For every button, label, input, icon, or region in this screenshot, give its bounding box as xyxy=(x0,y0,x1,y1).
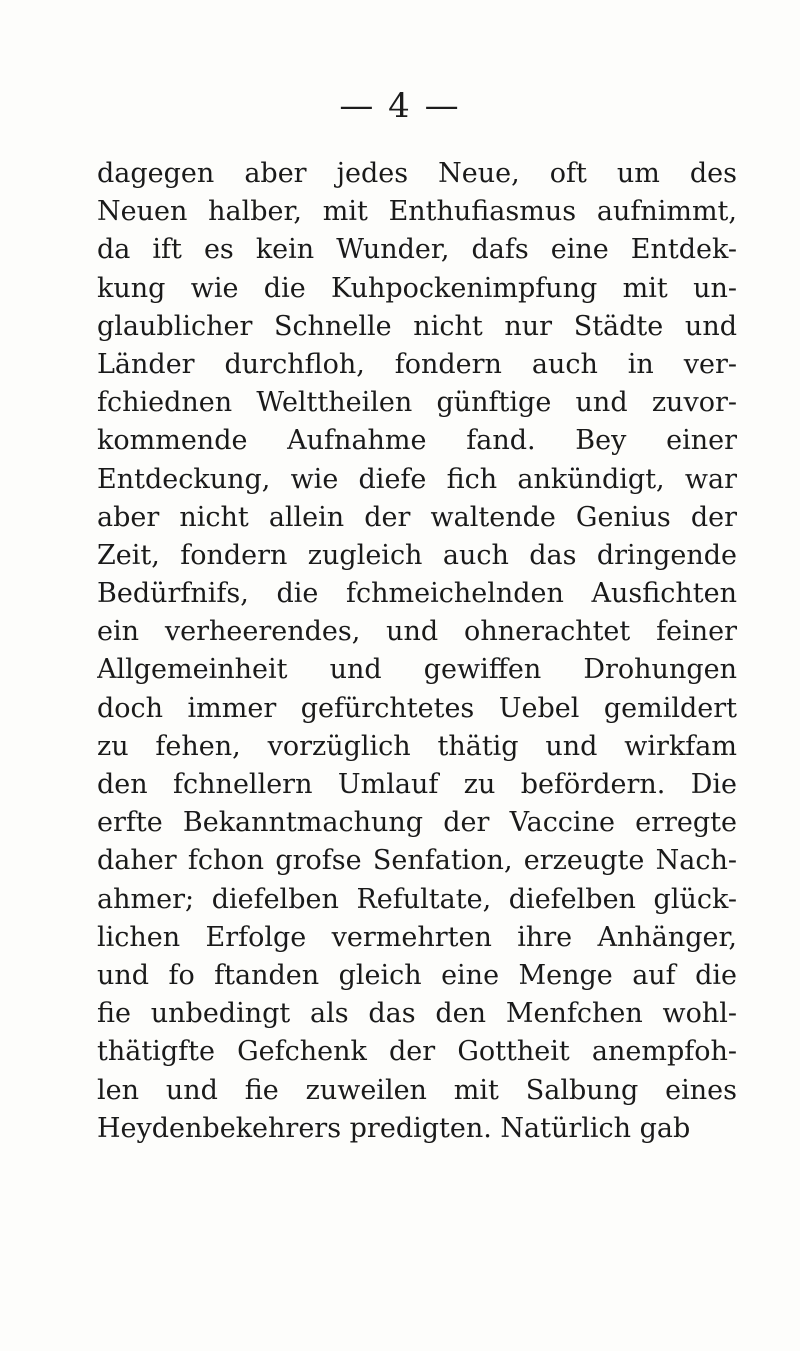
text-line: Länder durchfloh, fondern auch in ver- xyxy=(97,348,737,380)
text-line: kommende Aufnahme fand. Bey einer xyxy=(97,425,737,457)
text-line: dagegen aber jedes Neue, oft um des xyxy=(97,158,737,189)
text-line: fie unbedingt als das den Menfchen wohl- xyxy=(97,998,737,1030)
text-line: erfte Bekanntmachung der Vaccine erregte xyxy=(97,807,737,839)
text-line: Zeit, fondern zugleich auch das dringende xyxy=(97,539,737,571)
text-line: aber nicht allein der waltende Genius der xyxy=(97,501,737,533)
text-line: zu fehen, vorzüglich thätig und wirkfam xyxy=(97,730,737,762)
text-line: Heydenbekehrers predigten. Natürlich gab xyxy=(97,1112,691,1144)
text-line: glaublicher Schnelle nicht nur Städte und xyxy=(97,310,737,342)
text-line: len und fie zuweilen mit Salbung eines xyxy=(97,1074,737,1106)
text-line: da ift es kein Wunder, dafs eine Entdek- xyxy=(97,234,737,266)
text-line: Neuen halber, mit Enthufiasmus aufnimmt, xyxy=(97,196,737,228)
page-number: — 4 — xyxy=(339,86,461,126)
text-line: doch immer gefürchtetes Uebel gemildert xyxy=(97,692,737,724)
text-line: daher fchon grofse Senfation, erzeugte Nach- xyxy=(97,845,737,877)
text-line: kung wie die Kuhpockenimpfung mit un- xyxy=(97,272,737,304)
body-text xyxy=(97,155,737,1148)
text-line: lichen Erfolge vermehrten ihre Anhänger, xyxy=(97,921,737,953)
text-line: ein verheerendes, und ohnerachtet feiner xyxy=(97,616,737,648)
text-line: den fchnellern Umlauf zu befördern. Die xyxy=(97,769,737,800)
text-line: ahmer; diefelben Refultate, diefelben glück- xyxy=(97,883,737,915)
text-line: fchiednen Welttheilen günftige und zuvor- xyxy=(97,387,737,419)
text-line: thätigfte Gefchenk der Gottheit anempfoh- xyxy=(97,1036,737,1068)
text-line: Entdeckung, wie diefe fich ankündigt, war xyxy=(97,463,737,495)
text-line: Allgemeinheit und gewiffen Drohungen xyxy=(97,654,737,686)
text-line: und fo ftanden gleich eine Menge auf die xyxy=(97,959,737,991)
text-line: Bedürfnifs, die fchmeichelnden Ausfichten xyxy=(97,578,737,610)
